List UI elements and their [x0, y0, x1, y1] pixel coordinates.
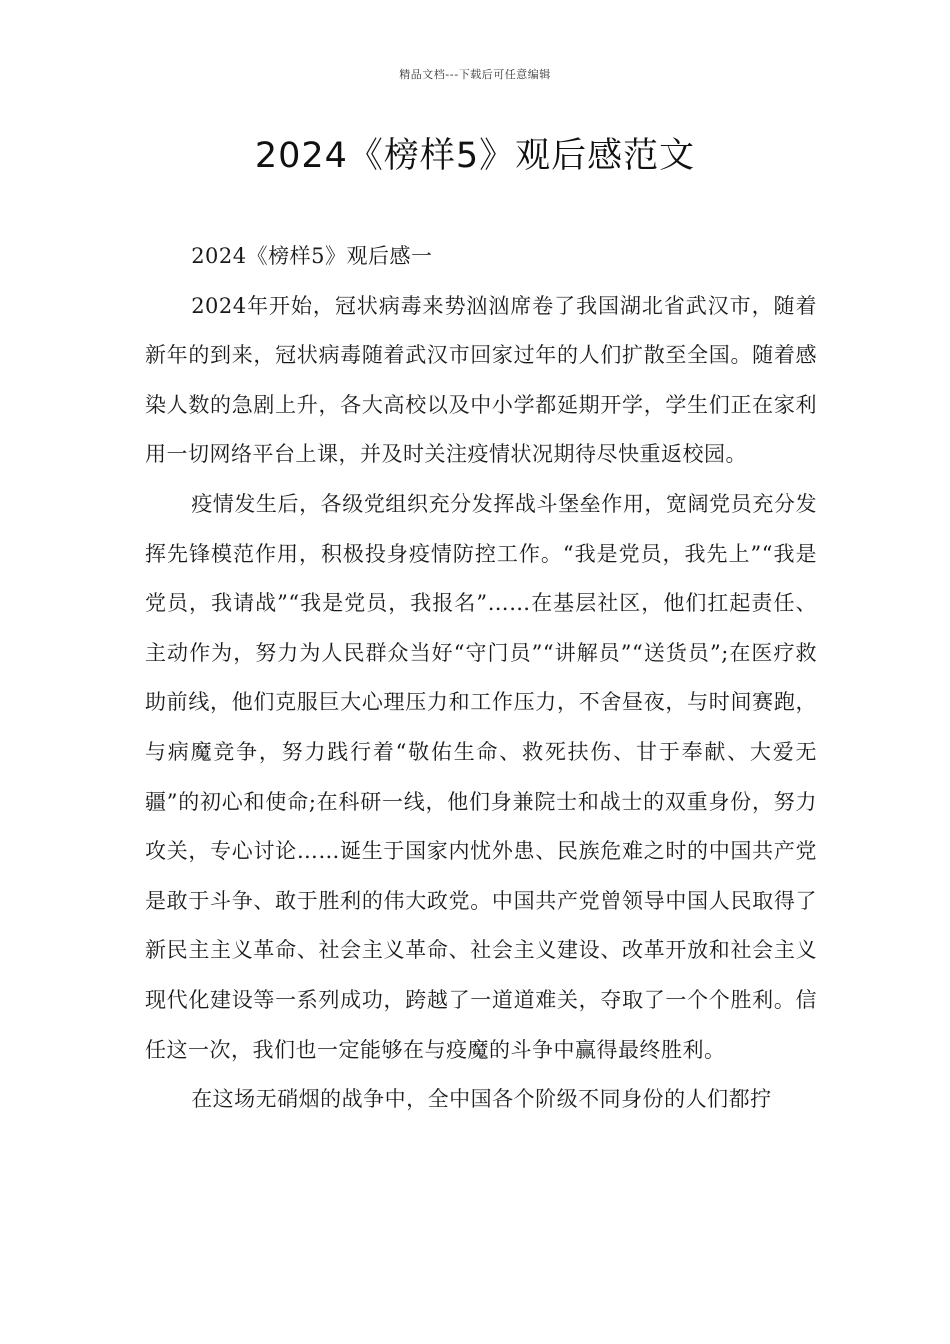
document-body [145, 232, 817, 1125]
section-heading: 2024《榜样5》观后感一 [191, 244, 433, 268]
body-paragraph: 疫情发生后，各级党组织充分发挥战斗堡垒作用，宽阔党员充分发挥先锋模范作用，积极投身疫情防控工作。“我是党员，我先上”“我是党员，我请战”“我是党员，我报名”……在基层社区，他们扛起责任、主动作为，努力为人民群众当好“守门员”“讲解员”“送货员”;在医疗救助前线，他们克服巨大心理压力和工作压力，不舍昼夜，与时间赛跑，与病魔竞争，努力践行着“敬佑生命、救死扶伤、甘于奉献、大爱无疆”的初心和使命;在科研一线，他们身兼院士和战士的双重身份，努力攻关，专心讨论……诞生于国家内忧外患、民族危难之时的中国共产党是敢于斗争、敢于胜利的伟大政党。中国共产党曾领导中国人民取得了新民主主义革命、社会主义革命、社会主义建设、改革开放和社会主义现代化建设等一系列成功，跨越了一道道难关，夺取了一个个胜利。信任这一次，我们也一定能够在与疫魔的斗争中赢得最终胜利。 [145, 491, 817, 1062]
document-title: 2024《榜样5》观后感范文 [254, 136, 696, 176]
body-paragraph: 在这场无硝烟的战争中，全中国各个阶级不同身份的人们都拧 [191, 1087, 772, 1112]
header-note: 精品文档---下载后可任意编辑 [399, 68, 551, 81]
body-paragraph: 2024年开始，冠状病毒来势汹汹席卷了我国湖北省武汉市，随着新年的到来，冠状病毒随着武汉市回家过年的人们扩散至全国。随着感染人数的急剧上升，各大高校以及中小学都延期开学，学生们正在家利用一切网络平台上课，并及时关注疫情状况期待尽快重返校园。 [145, 293, 817, 467]
